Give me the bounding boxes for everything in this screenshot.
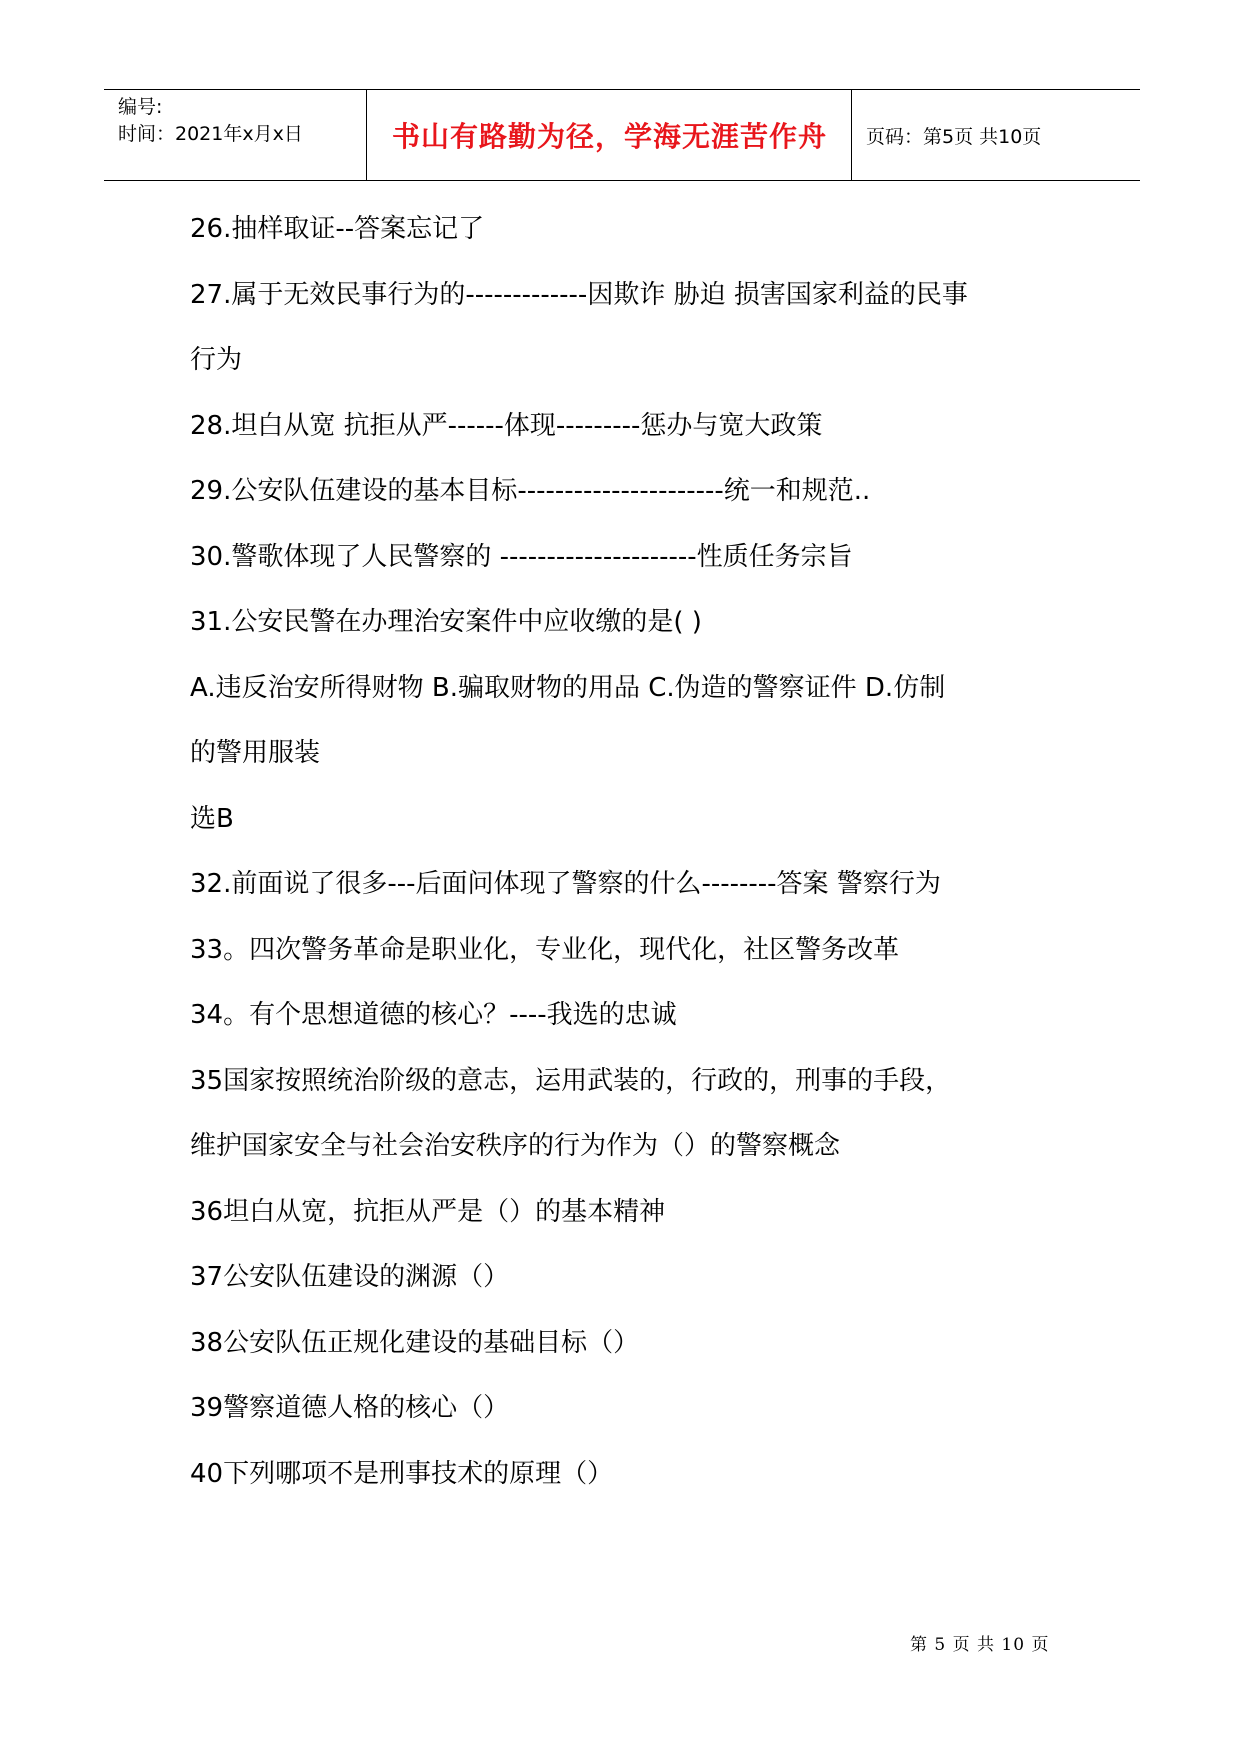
text-line: 31.公安民警在办理治安案件中应收缴的是( )	[190, 607, 702, 637]
text-line: 35国家按照统治阶级的意志，运用武装的，行政的，刑事的手段，	[190, 1065, 952, 1096]
header-motto: 书山有路勤为径，学海无涯苦作舟	[391, 120, 827, 153]
header-meta	[118, 94, 303, 148]
text-line: 36坦白从宽，抗拒从严是（）的基本精神	[190, 1196, 666, 1227]
text-line: 37公安队伍建设的渊源（）	[190, 1262, 510, 1292]
text-line: 33。四次警务革命是职业化，专业化，现代化，社区警务改革	[190, 934, 900, 965]
header-divider	[366, 90, 367, 180]
text-line: 32.前面说了很多---后面问体现了警察的什么--------答案 警察行为	[190, 869, 941, 899]
page-header	[104, 89, 1140, 181]
text-line: 的警用服装	[190, 738, 321, 768]
text-line: A.违反治安所得财物 B.骗取财物的用品 C.伪造的警察证件 D.仿制	[190, 672, 946, 703]
text-line: 30.警歌体现了人民警察的 ---------------------性质任务宗旨	[190, 541, 853, 572]
time-label: 时间：2021年x月x日	[118, 123, 303, 145]
header-divider	[851, 90, 852, 180]
header-page-label: 页码：第5页 共10页	[866, 125, 1042, 148]
text-line: 39警察道德人格的核心（）	[190, 1393, 510, 1423]
text-line: 维护国家安全与社会治安秩序的行为作为（）的警察概念	[190, 1131, 841, 1161]
text-line: 38公安队伍正规化建设的基础目标（）	[190, 1327, 640, 1358]
text-line: 26.抽样取证--答案忘记了	[190, 214, 485, 244]
text-line: 行为	[190, 345, 243, 375]
page-footer: 第 5 页 共 10 页	[910, 1635, 1050, 1655]
text-line: 34。有个思想道德的核心？----我选的忠诚	[190, 1000, 677, 1030]
text-line: 28.坦白从宽 抗拒从严------体现---------惩办与宽大政策	[190, 410, 823, 441]
text-line: 40下列哪项不是刑事技术的原理（）	[190, 1458, 614, 1489]
serial-label: 编号:	[118, 96, 163, 118]
document-body	[190, 212, 1070, 1522]
text-line: 选B	[190, 803, 234, 834]
text-line: 27.属于无效民事行为的-------------因欺诈 胁迫 损害国家利益的民事	[190, 279, 968, 310]
text-line: 29.公安队伍建设的基本目标----------------------统一和规范..	[190, 476, 871, 506]
